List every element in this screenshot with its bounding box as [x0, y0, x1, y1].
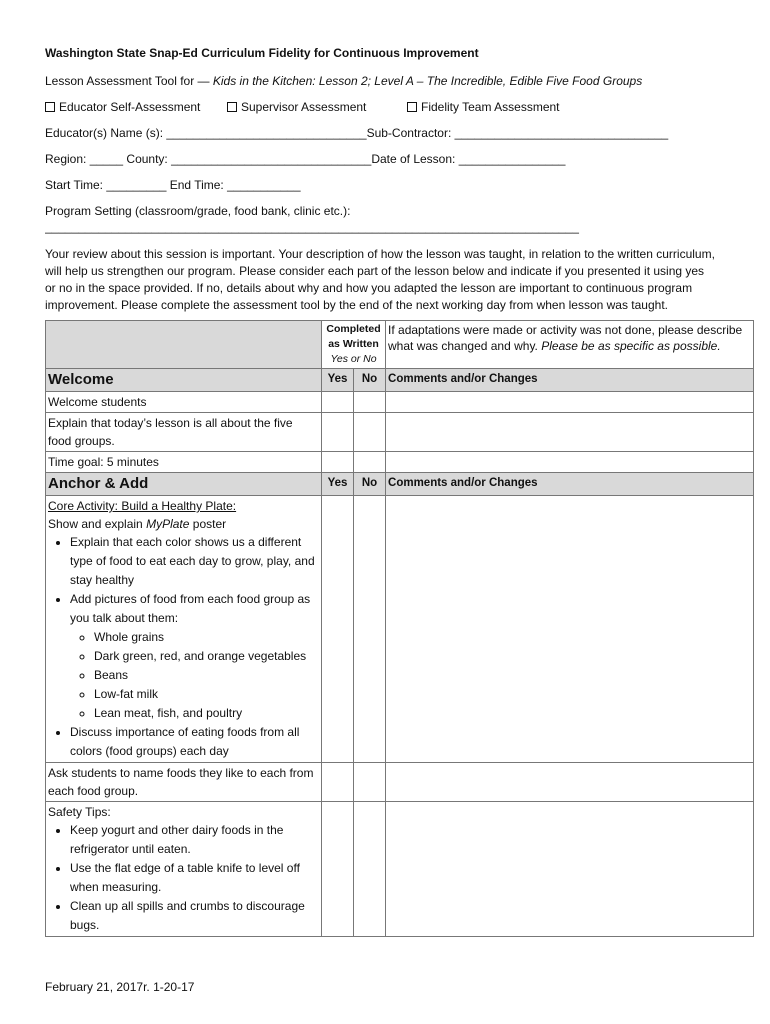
- form-page: [45, 46, 743, 937]
- footer-date: February 21, 2017r. 1-20-17: [45, 980, 195, 994]
- show-myplate-line: Show and explain MyPlate poster: [48, 517, 227, 531]
- comments-column-header: Comments and/or Changes: [386, 369, 754, 392]
- form-title: Washington State Snap-Ed Curriculum Fidelity for Continuous Improvement: [45, 46, 479, 60]
- adaptations-header: If adaptations were made or activity was not done, please describe what was changed and why. Please be as specific as possible.: [386, 321, 754, 369]
- safety-tips-heading: Safety Tips:: [48, 805, 111, 819]
- checkbox-label: Fidelity Team Assessment: [421, 100, 560, 114]
- table-row: [46, 413, 754, 452]
- no-cell[interactable]: [354, 802, 386, 937]
- core-activity-list: [48, 533, 319, 761]
- checkbox-icon[interactable]: [45, 102, 55, 112]
- ask-students-item: Ask students to name foods they like to each from each food group.: [46, 763, 322, 802]
- welcome-students-item: Welcome students: [46, 392, 322, 413]
- educator-name-field[interactable]: Educator(s) Name (s): ______________________________: [45, 126, 367, 140]
- table-row: [46, 802, 754, 937]
- region-row: [45, 152, 730, 166]
- time-goal-item: Time goal: 5 minutes: [46, 452, 322, 473]
- educator-row: [45, 126, 730, 140]
- list-item: ◦ Lean meat, fish, and poultry: [94, 704, 319, 723]
- list-item: ◦ Beans: [94, 666, 319, 685]
- yes-column-header: Yes: [322, 473, 354, 496]
- list-item: ◦ Dark green, red, and orange vegetables: [94, 647, 319, 666]
- table-header-row: [46, 321, 754, 369]
- assessment-type-checkboxes: [45, 100, 730, 114]
- no-cell[interactable]: [354, 413, 386, 452]
- explain-lesson-item: Explain that today’s lesson is all about the five food groups.: [46, 413, 322, 452]
- comments-cell[interactable]: [386, 763, 754, 802]
- no-column-header: No: [354, 369, 386, 392]
- checkbox-label: Educator Self-Assessment: [59, 100, 201, 114]
- core-activity-heading: Core Activity: Build a Healthy Plate:: [48, 499, 237, 513]
- food-group-list: [70, 628, 319, 723]
- anchor-title: Anchor & Add: [46, 473, 322, 496]
- list-item: • Keep yogurt and other dairy foods in the refrigerator until eaten.: [70, 821, 319, 859]
- anchor-section-header: [46, 473, 754, 496]
- core-activity-item: [46, 496, 322, 763]
- yes-cell[interactable]: [322, 452, 354, 473]
- subcontractor-field[interactable]: Sub-Contractor: ________________________________: [366, 126, 669, 140]
- time-row[interactable]: Start Time: _________ End Time: ___________: [45, 178, 301, 192]
- program-setting-label: Program Setting (classroom/grade, food bank, clinic etc.):: [45, 204, 351, 218]
- no-cell[interactable]: [354, 496, 386, 763]
- region-county-field[interactable]: Region: _____ County: ______________________________: [45, 152, 372, 166]
- fidelity-team-assessment-checkbox[interactable]: [407, 100, 560, 114]
- list-item: ◦ Whole grains: [94, 628, 319, 647]
- comments-cell[interactable]: [386, 413, 754, 452]
- comments-cell[interactable]: [386, 452, 754, 473]
- educator-self-assessment-checkbox[interactable]: [45, 100, 227, 114]
- welcome-section-header: [46, 369, 754, 392]
- table-row: [46, 763, 754, 802]
- no-cell[interactable]: [354, 452, 386, 473]
- checkbox-icon[interactable]: [227, 102, 237, 112]
- no-cell[interactable]: [354, 763, 386, 802]
- list-item: ◦ Low-fat milk: [94, 685, 319, 704]
- program-setting-field[interactable]: ________________________________________________________________________________: [45, 220, 579, 234]
- list-item: • Use the flat edge of a table knife to level off when measuring.: [70, 859, 319, 897]
- lesson-line: [45, 74, 730, 88]
- completed-as-written-header: Completed as Written Yes or No: [322, 321, 386, 369]
- lesson-name: Kids in the Kitchen: Lesson 2; Level A – The Incredible, Edible Five Food Groups: [212, 74, 643, 88]
- list-item: • Explain that each color shows us a different type of food to eat each day to grow, play, and stay healthy: [70, 533, 319, 590]
- assessment-table: [45, 320, 754, 937]
- table-row: [46, 392, 754, 413]
- yes-column-header: Yes: [322, 369, 354, 392]
- yes-cell[interactable]: [322, 413, 354, 452]
- comments-cell[interactable]: [386, 392, 754, 413]
- safety-tips-list: [48, 821, 319, 935]
- safety-tips-item: [46, 802, 322, 937]
- checkbox-label: Supervisor Assessment: [241, 100, 367, 114]
- supervisor-assessment-checkbox[interactable]: [227, 100, 407, 114]
- no-column-header: No: [354, 473, 386, 496]
- table-row: [46, 496, 754, 763]
- table-row: [46, 452, 754, 473]
- checkbox-icon[interactable]: [407, 102, 417, 112]
- date-of-lesson-field[interactable]: Date of Lesson: ________________: [371, 152, 566, 166]
- no-cell[interactable]: [354, 392, 386, 413]
- list-item: • Add pictures of food from each food group as you talk about them: ◦ Whole grains ◦ Dark green, red, and orange vegetables ◦ Beans ◦ Low-fat milk ◦ Lean meat, fish, and poultry: [70, 590, 319, 723]
- list-item: • Discuss importance of eating foods from all colors (food groups) each day: [70, 723, 319, 761]
- yes-cell[interactable]: [322, 802, 354, 937]
- lesson-prefix: Lesson Assessment Tool for —: [45, 74, 213, 88]
- table-header-blank: [46, 321, 322, 369]
- welcome-title: Welcome: [46, 369, 322, 392]
- instructions-paragraph: Your review about this session is important. Your description of how the lesson was taught, in relation to the written curriculum, will help us strengthen our program. Please consider each part of the lesson below and indicate if you presented it using yes or no in the space provided. If no, details about why and how you adapted the lesson are important to continuous program improvement. Please complete the assessment tool by the end of the next working day from when lesson was taught.: [45, 247, 715, 312]
- yes-cell[interactable]: [322, 496, 354, 763]
- list-item: • Clean up all spills and crumbs to discourage bugs.: [70, 897, 319, 935]
- yes-cell[interactable]: [322, 392, 354, 413]
- yes-cell[interactable]: [322, 763, 354, 802]
- comments-cell[interactable]: [386, 496, 754, 763]
- comments-column-header: Comments and/or Changes: [386, 473, 754, 496]
- comments-cell[interactable]: [386, 802, 754, 937]
